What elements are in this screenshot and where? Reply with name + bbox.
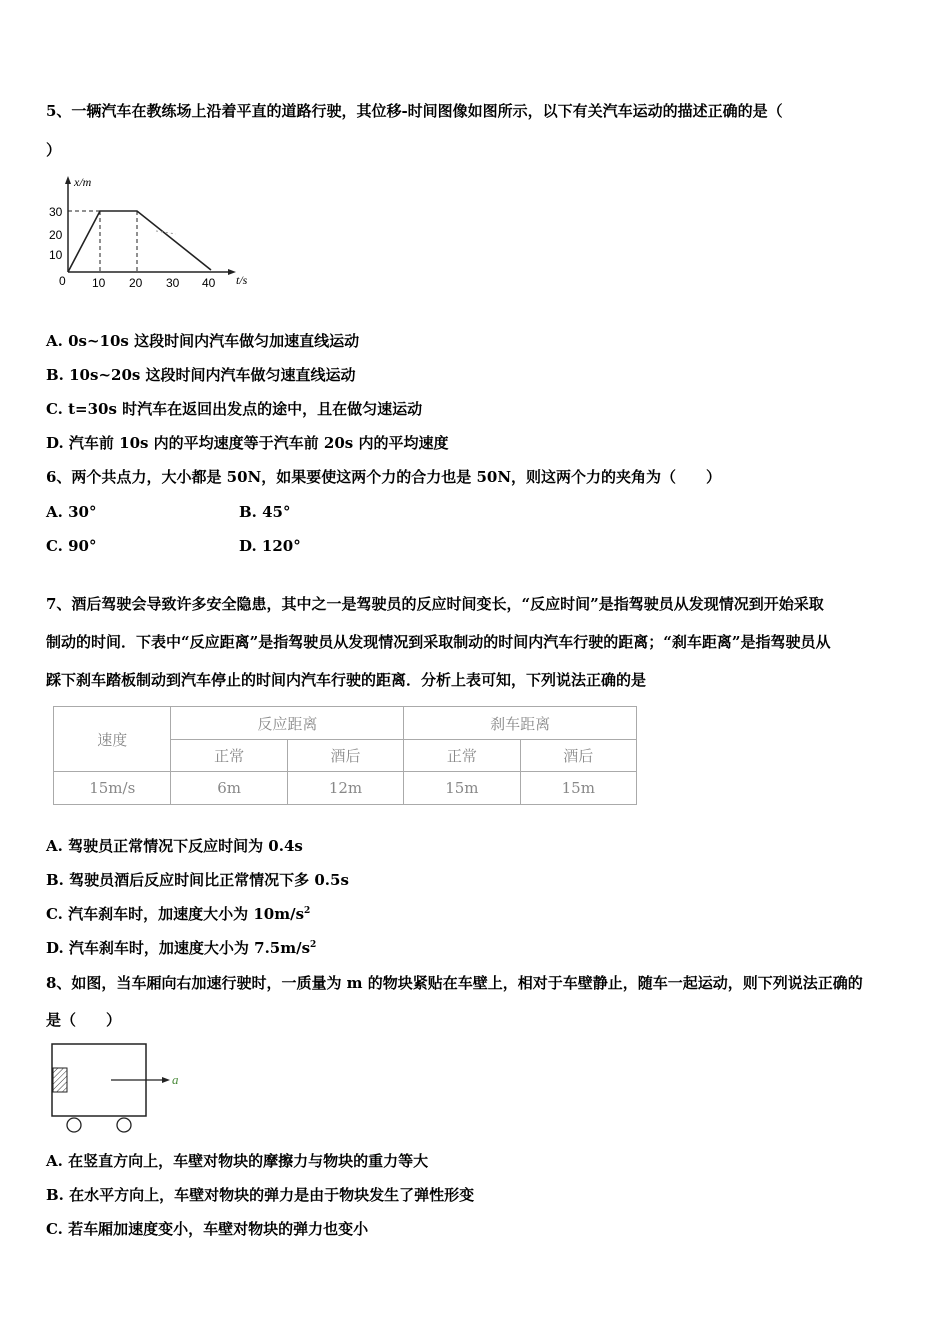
td-braking-drunk: 15m	[520, 772, 636, 805]
th-braking-drunk: 酒后	[520, 740, 636, 772]
q5-stem: 5、一辆汽车在教练场上沿着平直的道路行驶，其位移-时间图像如图所示，以下有关汽车运动的描述正确的是（	[46, 102, 783, 120]
q6-option-b[interactable]: B. 45°	[239, 503, 291, 521]
y-axis-arrow	[65, 176, 71, 184]
x-axis-label: t/s	[236, 273, 248, 287]
q5-option-b[interactable]: B. 10s~20s 这段时间内汽车做匀速直线运动	[46, 366, 356, 384]
q7-option-d-sup: 2	[310, 940, 317, 950]
th-reaction-distance: 反应距离	[171, 707, 404, 740]
q8-stem-line1: 8、如图，当车厢向右加速行驶时，一质量为 m 的物块紧贴在车壁上，相对于车壁静止，随车一起运动，则下列说法正确的	[46, 974, 863, 992]
q8-option-c[interactable]: C. 若车厢加速度变小，车壁对物块的弹力也变小	[46, 1220, 369, 1238]
origin-label: 0	[59, 274, 66, 288]
q8-car-figure	[46, 1040, 196, 1136]
q7-option-d[interactable]	[46, 938, 316, 958]
q5-stem-end: ）	[46, 141, 62, 159]
q7-stem-line2: 制动的时间．下表中“反应距离”是指驾驶员从发现情况到采取制动的时间内汽车行驶的距离；“刹车距离”是指驾驶员从	[46, 633, 831, 651]
xtick-20: 20	[129, 276, 143, 290]
ytick-30: 30	[49, 205, 63, 219]
q7-data-table	[53, 706, 637, 805]
th-braking-distance: 刹车距离	[404, 707, 637, 740]
q7-option-c[interactable]	[46, 904, 310, 924]
th-braking-normal: 正常	[404, 740, 520, 772]
q7-option-b[interactable]: B. 驾驶员酒后反应时间比正常情况下多 0.5s	[46, 871, 349, 889]
wheel-left	[67, 1118, 81, 1132]
block-on-wall	[53, 1068, 67, 1092]
q7-option-d-text: D. 汽车刹车时，加速度大小为 7.5m/s	[46, 939, 311, 957]
th-reaction-drunk: 酒后	[287, 740, 403, 772]
q5-option-d[interactable]: D. 汽车前 10s 内的平均速度等于汽车前 20s 内的平均速度	[46, 434, 449, 452]
q6-option-a[interactable]: A. 30°	[46, 503, 97, 521]
acceleration-arrow-head	[162, 1077, 170, 1083]
q8-option-a[interactable]: A. 在竖直方向上，车壁对物块的摩擦力与物块的重力等大	[46, 1152, 429, 1170]
q8-stem-line2: 是（ ）	[46, 1011, 122, 1029]
q7-stem-line1: 7、酒后驾驶会导致许多安全隐患，其中之一是驾驶员的反应时间变长，“反应时间”是指驾驶员从发现情况到开始采取	[46, 595, 824, 613]
acceleration-label: a	[172, 1072, 179, 1087]
xtick-10: 10	[92, 276, 106, 290]
th-reaction-normal: 正常	[171, 740, 287, 772]
th-speed: 速度	[54, 707, 171, 772]
q6-stem: 6、两个共点力，大小都是 50N，如果要使这两个力的合力也是 50N，则这两个力的夹角为（ ）	[46, 468, 722, 486]
q7-stem-line3: 踩下刹车踏板制动到汽车停止的时间内汽车行驶的距离．分析上表可知，下列说法正确的是	[46, 671, 647, 689]
x-axis-arrow	[228, 269, 236, 275]
q5-xt-graph	[46, 170, 256, 295]
td-speed: 15m/s	[54, 772, 171, 805]
q6-option-d[interactable]: D. 120°	[239, 537, 301, 555]
td-reaction-drunk: 12m	[287, 772, 403, 805]
q5-option-c[interactable]: C. t=30s 时汽车在返回出发点的途中，且在做匀速运动	[46, 400, 423, 418]
td-braking-normal: 15m	[404, 772, 520, 805]
xtick-30: 30	[166, 276, 180, 290]
y-axis-label: x/m	[74, 175, 92, 189]
xtick-40: 40	[202, 276, 216, 290]
ytick-20: 20	[49, 228, 63, 242]
q7-option-a[interactable]: A. 驾驶员正常情况下反应时间为 0.4s	[46, 837, 303, 855]
ytick-10: 10	[49, 248, 63, 262]
q7-option-c-sup: 2	[304, 906, 311, 916]
q8-option-b[interactable]: B. 在水平方向上，车壁对物块的弹力是由于物块发生了弹性形变	[46, 1186, 475, 1204]
wheel-right	[117, 1118, 131, 1132]
xt-line	[68, 211, 211, 272]
q6-option-c[interactable]: C. 90°	[46, 537, 97, 555]
td-reaction-normal: 6m	[171, 772, 287, 805]
q7-option-c-text: C. 汽车刹车时，加速度大小为 10m/s	[46, 905, 305, 923]
q5-option-a[interactable]: A. 0s~10s 这段时间内汽车做匀加速直线运动	[46, 332, 360, 350]
